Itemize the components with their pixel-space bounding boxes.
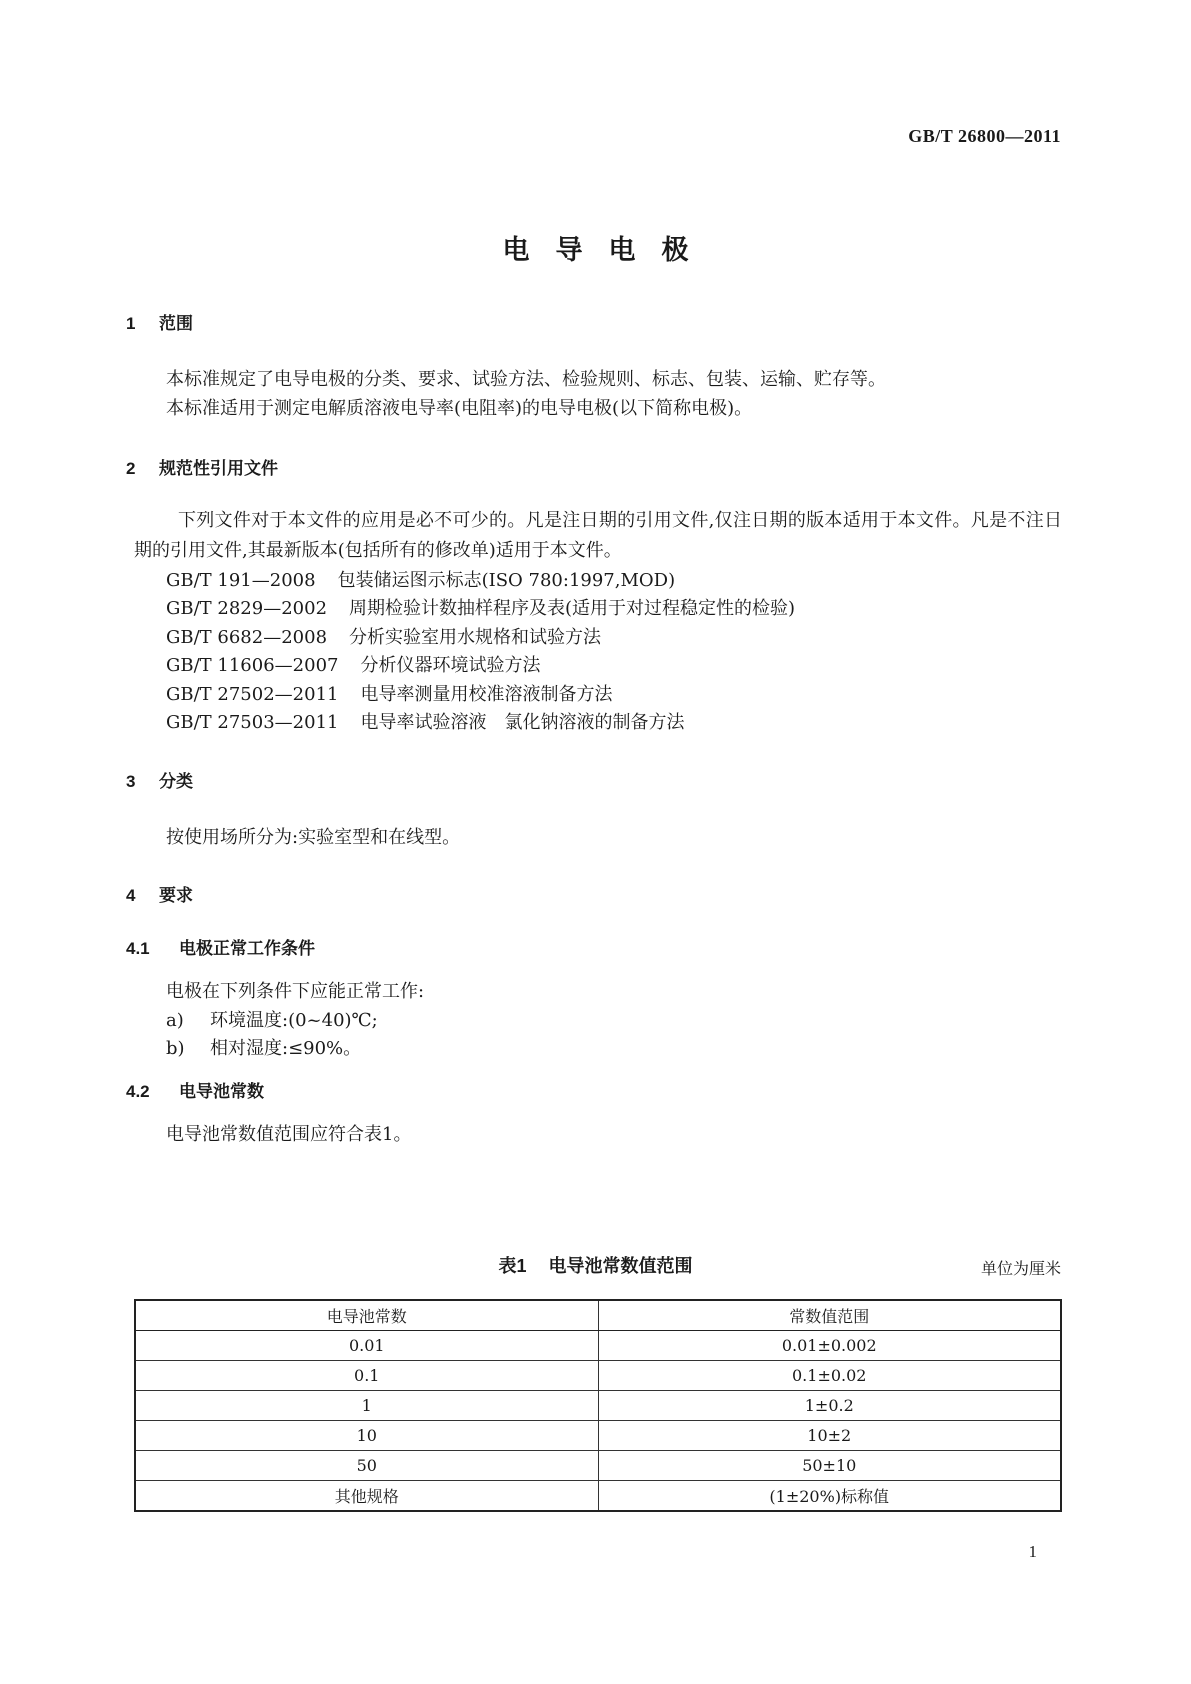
list-text: 环境温度:(0~40)℃; <box>210 1010 378 1031</box>
reference-item <box>166 623 601 649</box>
table-cell: 1±0.2 <box>598 1391 1061 1421</box>
reference-title: 分析实验室用水规格和试验方法 <box>349 627 602 648</box>
standard-number: GB/T 26800—2011 <box>908 126 1061 146</box>
section-number: 1 <box>126 314 136 333</box>
reference-item <box>166 680 612 706</box>
table-cell: 其他规格 <box>135 1481 598 1512</box>
table-row <box>135 1391 1061 1421</box>
table-row <box>135 1421 1061 1451</box>
reference-code: GB/T 11606—2007 <box>166 655 339 676</box>
table-row <box>135 1481 1061 1512</box>
subsection-title: 电极正常工作条件 <box>179 939 315 958</box>
table-cell: 0.1±0.02 <box>598 1361 1061 1391</box>
reference-code: GB/T 6682—2008 <box>166 627 328 648</box>
reference-title: 周期检验计数抽样程序及表(适用于对过程稳定性的检验) <box>349 598 796 619</box>
reference-title: 电导率试验溶液 氯化钠溶液的制备方法 <box>360 712 685 733</box>
list-text: 相对湿度:≤90%。 <box>210 1038 362 1059</box>
conditions-intro: 电极在下列条件下应能正常工作: <box>166 981 425 1002</box>
list-item <box>166 1034 361 1060</box>
table-cell: 0.1 <box>135 1361 598 1391</box>
document-title: 电导电极 <box>502 235 715 265</box>
table-unit: 单位为厘米 <box>980 1259 1061 1278</box>
section-number: 3 <box>126 772 136 791</box>
table-row <box>135 1451 1061 1481</box>
reference-item <box>166 651 540 677</box>
reference-code: GB/T 27502—2011 <box>166 684 339 705</box>
reference-item <box>166 594 795 620</box>
reference-title: 包装储运图示标志(ISO 780:1997,MOD) <box>337 570 676 591</box>
reference-title: 电导率测量用校准溶液制备方法 <box>360 684 613 705</box>
section-1-heading <box>126 309 193 334</box>
scope-paragraph: 本标准规定了电导电极的分类、要求、试验方法、检验规则、标志、包装、运输、贮存等。 <box>166 369 886 390</box>
normative-references-intro: 下列文件对于本文件的应用是必不可少的。凡是注日期的引用文件,仅注日期的版本适用于本文件。凡是不注日期的引用文件,其最新版本(包括所有的修改单)适用于本文件。 <box>134 510 1062 561</box>
section-2-heading <box>126 454 278 479</box>
section-number: 4 <box>126 886 136 905</box>
subsection-title: 电导池常数 <box>179 1082 264 1101</box>
list-item <box>166 1006 378 1032</box>
cell-constant-text: 电导池常数值范围应符合表1。 <box>166 1124 412 1145</box>
section-title: 规范性引用文件 <box>159 459 278 478</box>
section-title: 要求 <box>159 886 193 905</box>
section-4-heading <box>126 881 193 906</box>
reference-item <box>166 708 684 734</box>
reference-item <box>166 566 675 592</box>
reference-code: GB/T 191—2008 <box>166 570 316 591</box>
table-cell: 0.01 <box>135 1331 598 1361</box>
table-cell: (1±20%)标称值 <box>598 1481 1061 1512</box>
subsection-4-2-heading <box>126 1077 264 1102</box>
section-title: 分类 <box>159 772 193 791</box>
scope-paragraph: 本标准适用于测定电解质溶液电导率(电阻率)的电导电极(以下简称电极)。 <box>166 398 753 419</box>
reference-code: GB/T 2829—2002 <box>166 598 328 619</box>
table-row <box>135 1361 1061 1391</box>
column-header: 常数值范围 <box>598 1300 1061 1331</box>
list-marker: b) <box>166 1038 185 1059</box>
subsection-number: 4.2 <box>126 1082 150 1101</box>
table-header-row <box>135 1300 1061 1331</box>
table-cell: 50±10 <box>598 1451 1061 1481</box>
column-header: 电导池常数 <box>135 1300 598 1331</box>
page-number: 1 <box>1028 1542 1037 1561</box>
classification-text: 按使用场所分为:实验室型和在线型。 <box>166 827 461 848</box>
table-cell: 10 <box>135 1421 598 1451</box>
table-cell: 10±2 <box>598 1421 1061 1451</box>
table-cell: 1 <box>135 1391 598 1421</box>
section-number: 2 <box>126 459 136 478</box>
section-title: 范围 <box>159 314 193 333</box>
table-title: 电导池常数值范围 <box>548 1256 693 1276</box>
list-marker: a) <box>166 1010 184 1031</box>
table-cell: 50 <box>135 1451 598 1481</box>
subsection-4-1-heading <box>126 934 315 959</box>
table-number: 表1 <box>498 1256 527 1276</box>
table-row <box>135 1331 1061 1361</box>
reference-title: 分析仪器环境试验方法 <box>360 655 541 676</box>
reference-code: GB/T 27503—2011 <box>166 712 339 733</box>
subsection-number: 4.1 <box>126 939 150 958</box>
cell-constant-table <box>134 1299 1062 1512</box>
section-3-heading <box>126 767 193 792</box>
table-cell: 0.01±0.002 <box>598 1331 1061 1361</box>
